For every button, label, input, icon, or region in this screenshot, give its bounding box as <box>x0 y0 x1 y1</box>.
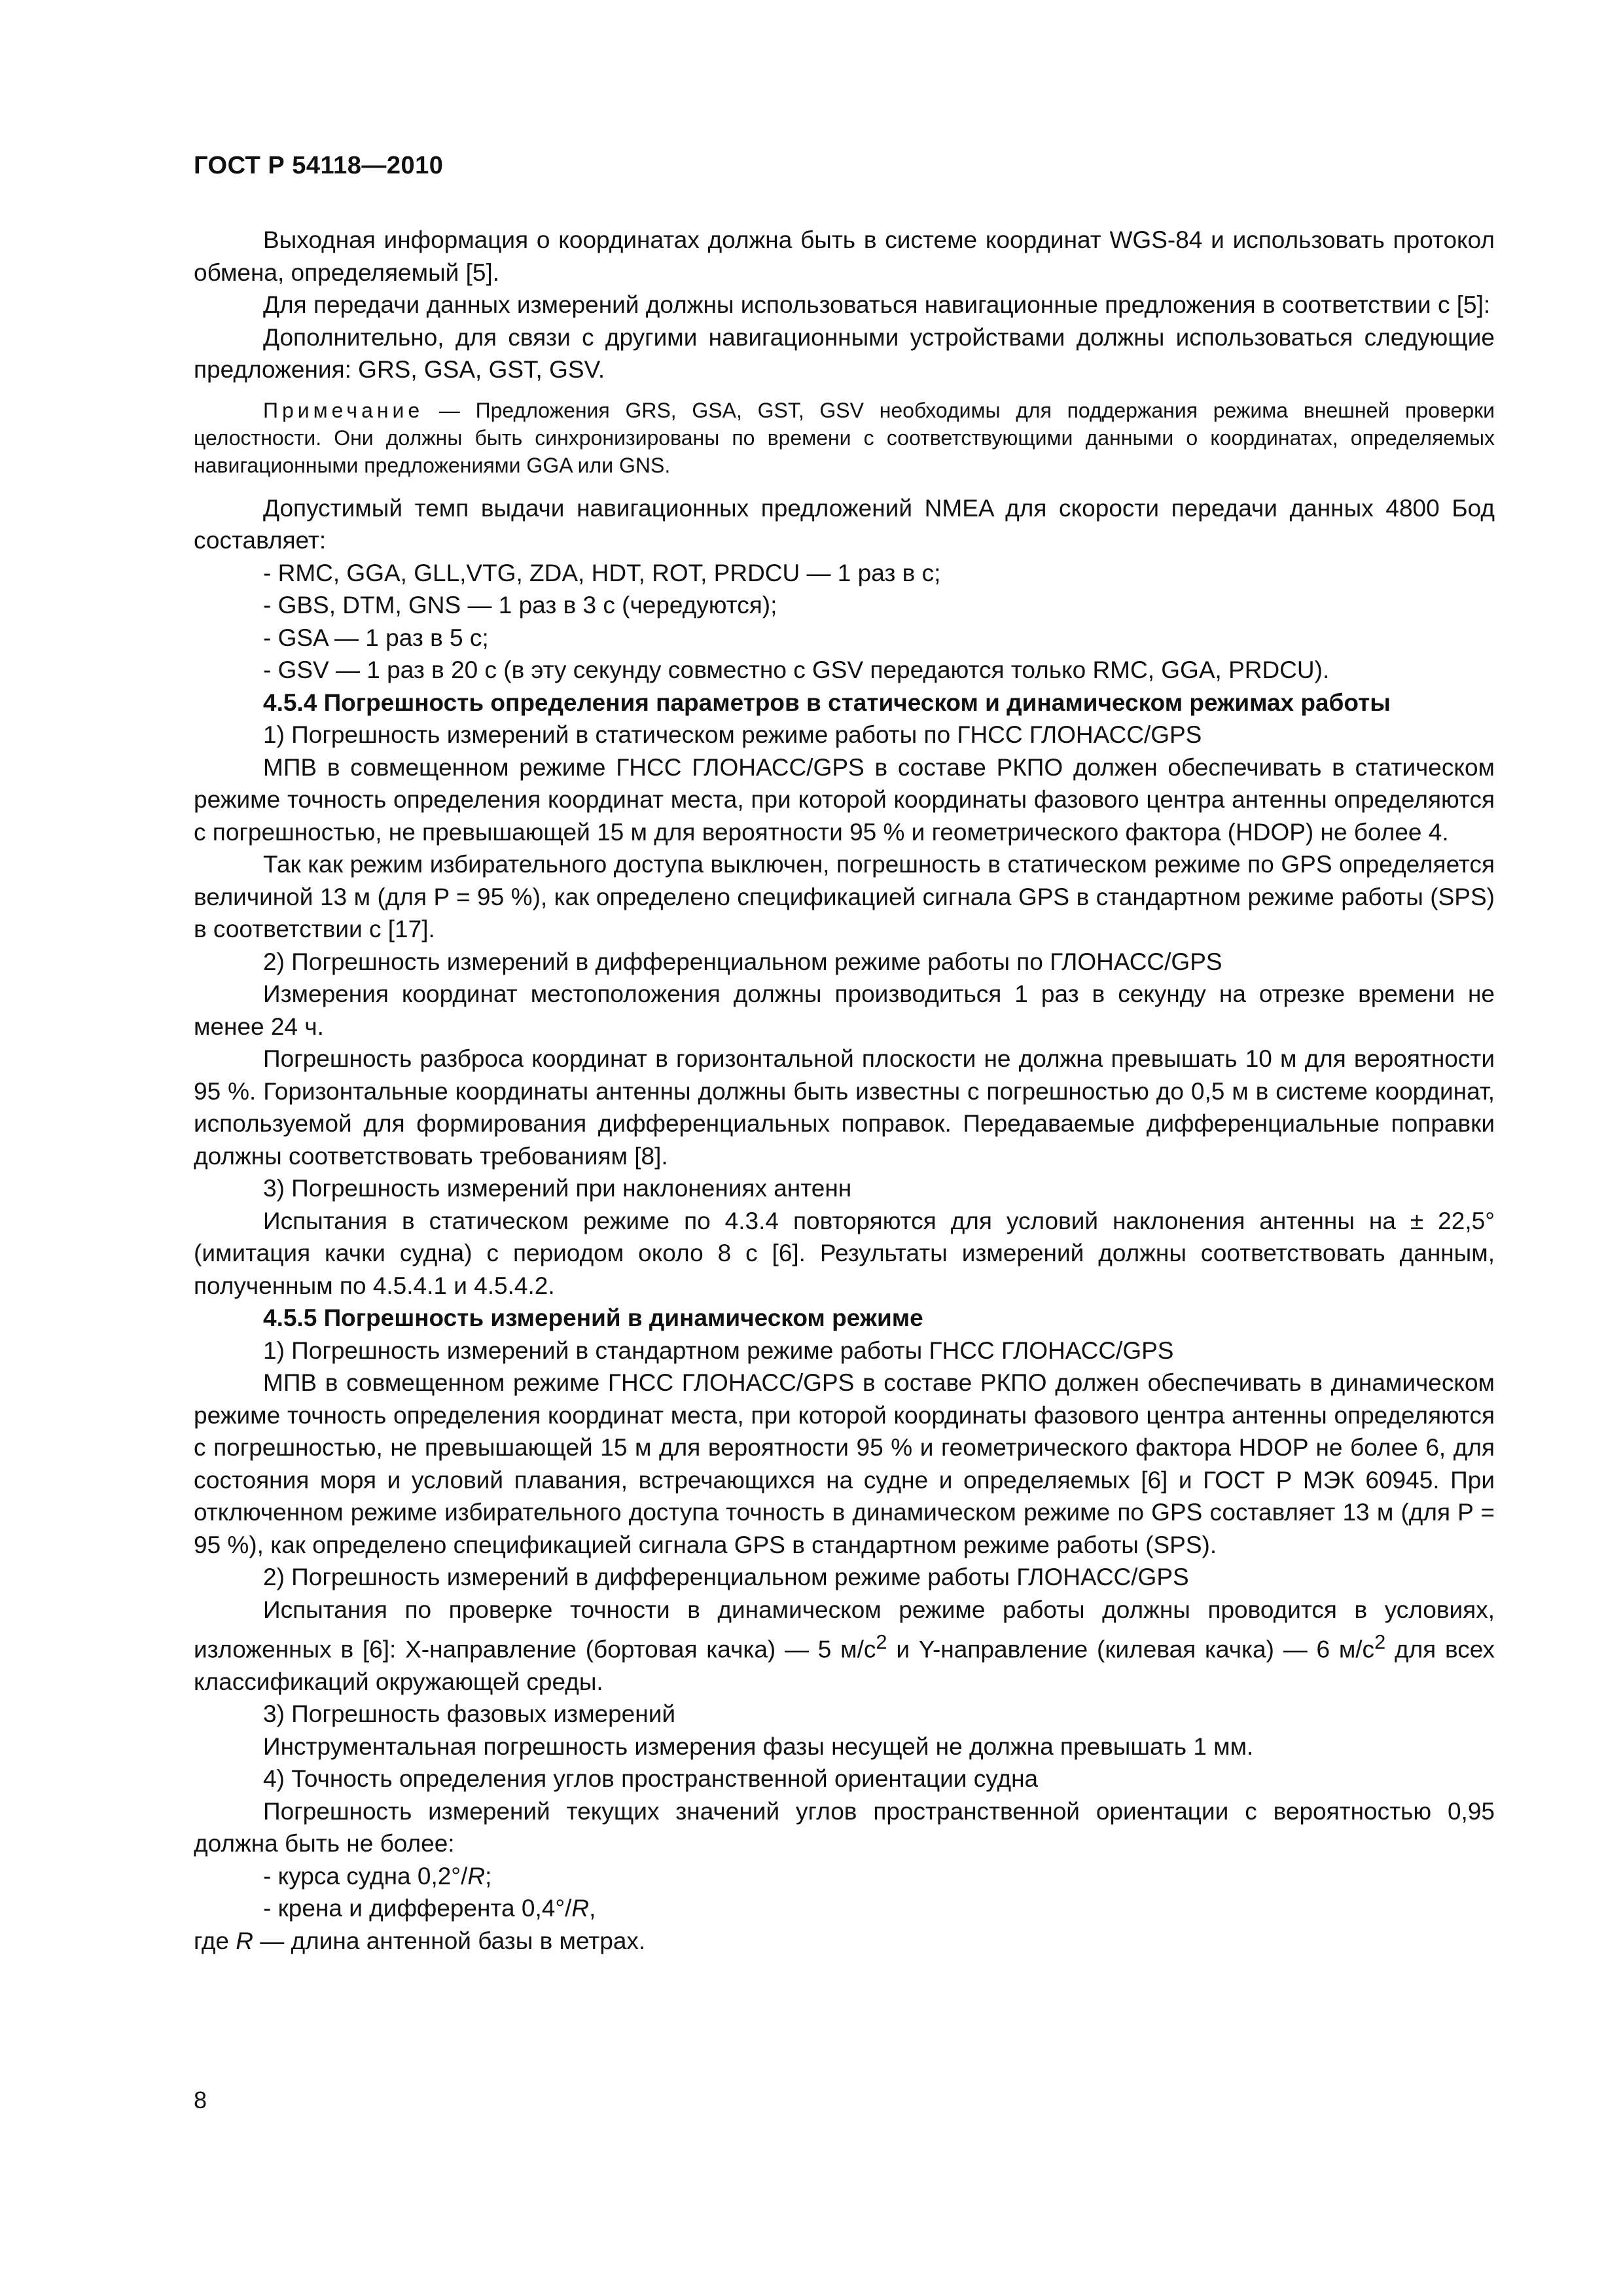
section-heading-4-5-5: 4.5.5 Погрешность измерений в динамическом режиме <box>263 1304 923 1331</box>
paragraph: Дополнительно, для связи с другими навигационными устройствами должны использоваться следующие предложения: GRS, GSA, GST, GSV. <box>194 323 1495 383</box>
paragraph: Измерения координат местоположения должны производиться 1 раз в секунду на отрезке времени не менее 24 ч. <box>194 980 1495 1040</box>
text-run: и Y-направление (килевая качка) — 6 м/с <box>887 1636 1375 1663</box>
paragraph: МПВ в совмещенном режиме ГНСС ГЛОНАСС/GPS в составе РКПО должен обеспечивать в статическом режиме точность определения координат места, при которой координаты фазового центра антенны определяются с погрешностью, не превышающей 15 м для вероятности 95 % и геометрического фактора (HDOP) не более 4. <box>194 753 1495 846</box>
variable-r: R <box>467 1862 486 1890</box>
list-item: - RMC, GGA, GLL,VTG, ZDA, HDT, ROT, PRDCU — 1 раз в с; <box>263 559 941 586</box>
text-run: Испытания по проверке точности в динамическом режиме работы должны проводится в условиях, изложенных в [6]: X-направление (бортовая качка) — 5 м/с <box>194 1596 1495 1663</box>
text-run: ; <box>485 1862 492 1890</box>
note-label: Примечание <box>263 398 424 422</box>
superscript: 2 <box>876 1630 887 1653</box>
paragraph: Погрешность разброса координат в горизонтальной плоскости не должна превышать 10 м для вероятности 95 %. Горизонтальные координаты антенны должны быть известны с погрешностью до 0,5 м в системе координат, используемой для формирования дифференциальных поправок. Передаваемые дифференциальные поправки должны соответствовать требованиям [8]. <box>194 1045 1495 1170</box>
subsection-title: 2) Погрешность измерений в дифференциальном режиме работы ГЛОНАСС/GPS <box>263 1564 1189 1590</box>
subsection-title: 3) Погрешность фазовых измерений <box>263 1700 676 1728</box>
section-heading-4-5-4: 4.5.4 Погрешность определения параметров в статическом и динамическом режимах работы <box>263 689 1391 716</box>
list-item <box>194 1860 1495 1893</box>
paragraph: Для передачи данных измерений должны использоваться навигационные предложения в соответствии с [5]: <box>263 291 1491 318</box>
subsection-title: 3) Погрешность измерений при наклонениях антенн <box>263 1175 852 1202</box>
paragraph: Погрешность измерений текущих значений углов пространственной ориентации с вероятностью 0,95 должна быть не более: <box>194 1797 1495 1857</box>
list-item: - GSV — 1 раз в 20 с (в эту секунду совместно с GSV передаются только RMC, GGA, PRDCU). <box>263 656 1330 683</box>
paragraph <box>194 1594 1495 1698</box>
text-run: для всех классификаций окружающей среды. <box>194 1636 1495 1695</box>
paragraph: Допустимый темп выдачи навигационных предложений NMEA для скорости передачи данных 4800 Бод составляет: <box>194 494 1495 554</box>
subsection-title: 1) Погрешность измерений в стандартном режиме работы ГНСС ГЛОНАСС/GPS <box>263 1336 1174 1364</box>
paragraph: Инструментальная погрешность измерения фазы несущей не должна превышать 1 мм. <box>263 1732 1254 1760</box>
variable-r: R <box>236 1927 254 1954</box>
text-run: где <box>194 1927 236 1954</box>
paragraph: Выходная информация о координатах должна быть в системе координат WGS-84 и использовать протокол обмена, определяемый [5]. <box>194 226 1495 286</box>
text-run: - крена и дифферента 0,4°/ <box>263 1895 572 1922</box>
text-run: , <box>589 1895 596 1922</box>
note <box>194 397 1495 479</box>
subsection-title: 4) Точность определения углов пространственной ориентации судна <box>263 1765 1039 1793</box>
paragraph <box>194 1925 1495 1958</box>
superscript: 2 <box>1374 1630 1386 1653</box>
page-number: 8 <box>194 2087 207 2113</box>
paragraph: МПВ в совмещенном режиме ГНСС ГЛОНАСС/GPS в составе РКПО должен обеспечивать в динамическом режиме точность определения координат места, при которой координаты фазового центра антенны определяются с погрешностью, не превышающей 15 м для вероятности 95 % и геометрического фактора HDOP не более 6, для состояния моря и условий плавания, встречающихся на судне и определяемых [6] и ГОСТ Р МЭК 60945. При отключенном режиме избирательного доступа точность в динамическом режиме по GPS составляет 13 м (для P = 95 %), как определено спецификацией сигнала GPS в стандартном режиме работы (SPS). <box>194 1369 1495 1558</box>
document-header: ГОСТ Р 54118—2010 <box>194 152 444 179</box>
subsection-title: 2) Погрешность измерений в дифференциальном режиме работы по ГЛОНАСС/GPS <box>263 948 1222 975</box>
variable-r: R <box>571 1895 590 1922</box>
document-body <box>194 224 1495 1957</box>
paragraph: Испытания в статическом режиме по 4.3.4 повторяются для условий наклонения антенны на ± 22,5° (имитация качки судна) с периодом около 8 с [6]. Результаты измерений должны соответствовать данным, полученным по 4.5.4.1 и 4.5.4.2. <box>194 1207 1495 1299</box>
text-run: - курса судна 0,2°/ <box>263 1862 468 1890</box>
paragraph: Так как режим избирательного доступа выключен, погрешность в статическом режиме по GPS определяется величиной 13 м (для P = 95 %), как определено спецификацией сигнала GPS в стандартном режиме работы (SPS) в соответствии с [17]. <box>194 851 1495 942</box>
list-item <box>194 1892 1495 1925</box>
note-text: — Предложения GRS, GSA, GST, GSV необходимы для поддержания режима внешней проверки целостности. Они должны быть синхронизированы по времени с соответствующими данными о координатах, определяемых навигационными предложениями GGA или GNS. <box>194 398 1495 477</box>
list-item: - GBS, DTM, GNS — 1 раз в 3 с (чередуются); <box>263 592 777 619</box>
subsection-title: 1) Погрешность измерений в статическом режиме работы по ГНСС ГЛОНАСС/GPS <box>263 721 1202 748</box>
text-run: — длина антенной базы в метрах. <box>253 1927 646 1954</box>
list-item: - GSA — 1 раз в 5 с; <box>263 624 489 651</box>
